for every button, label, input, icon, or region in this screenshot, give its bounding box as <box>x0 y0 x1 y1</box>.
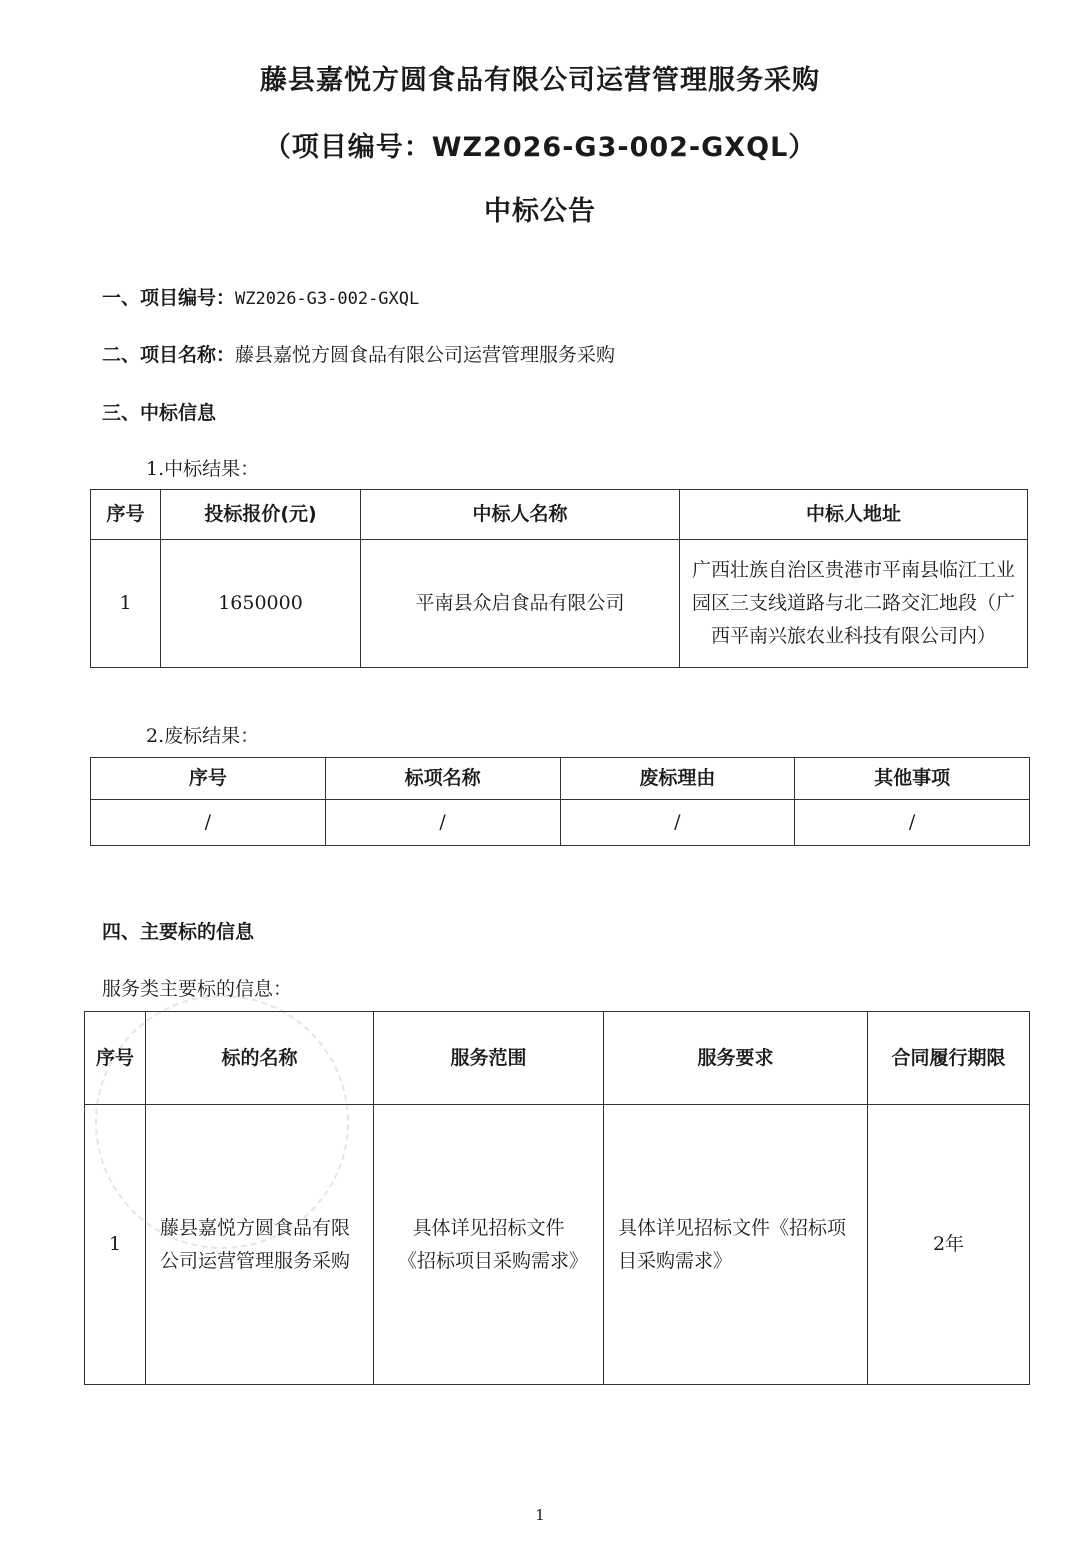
table-row <box>91 800 1030 846</box>
header-cell: 合同履行期限 <box>868 1012 1030 1105</box>
section-label: 一、项目编号： <box>102 287 236 309</box>
header-cell: 其他事项 <box>795 758 1030 800</box>
award-result-table <box>90 489 1028 668</box>
header-cell: 服务范围 <box>374 1012 604 1105</box>
section-value: WZ2026-G3-002-GXQL <box>235 289 420 309</box>
section-project-number <box>102 283 419 310</box>
table-cell: 广西壮族自治区贵港市平南县临江工业园区三支线道路与北二路交汇地段（广西平南兴旅农业科技有限公司内） <box>680 540 1028 668</box>
table-cell: / <box>325 800 560 846</box>
table-cell: 1 <box>91 540 161 668</box>
section-award-info <box>102 398 216 425</box>
header-cell: 序号 <box>91 490 161 540</box>
table-cell: 1 <box>85 1105 146 1385</box>
header-cell: 序号 <box>85 1012 146 1105</box>
table-row <box>91 540 1028 668</box>
main-subject-sub-label: 服务类主要标的信息： <box>102 978 293 1000</box>
section-value: 藤县嘉悦方圆食品有限公司运营管理服务采购 <box>235 344 616 366</box>
invalid-result-table <box>90 757 1030 846</box>
document-title: 藤县嘉悦方圆食品有限公司运营管理服务采购 <box>260 65 820 96</box>
award-result-label: 1.中标结果： <box>146 458 260 480</box>
table-row <box>85 1105 1030 1385</box>
table-cell: 藤县嘉悦方圆食品有限公司运营管理服务采购 <box>146 1105 374 1385</box>
page-number: 1 <box>535 1506 545 1524</box>
table-cell: / <box>560 800 795 846</box>
table-cell: / <box>795 800 1030 846</box>
header-cell: 标项名称 <box>325 758 560 800</box>
table-cell: / <box>91 800 326 846</box>
header-cell: 投标报价(元) <box>161 490 361 540</box>
table-cell: 具体详见招标文件《招标项目采购需求》 <box>604 1105 868 1385</box>
section-project-name <box>102 340 615 367</box>
header-cell: 废标理由 <box>560 758 795 800</box>
table-cell: 具体详见招标文件《招标项目采购需求》 <box>374 1105 604 1385</box>
table-cell: 平南县众启食品有限公司 <box>361 540 680 668</box>
table-cell: 1650000 <box>161 540 361 668</box>
section-label: 四、主要标的信息 <box>102 921 255 943</box>
section-main-subject <box>102 917 254 944</box>
section-label: 二、项目名称： <box>102 344 236 366</box>
header-cell: 序号 <box>91 758 326 800</box>
header-cell: 服务要求 <box>604 1012 868 1105</box>
header-cell: 标的名称 <box>146 1012 374 1105</box>
header-cell: 中标人地址 <box>680 490 1028 540</box>
notice-title: 中标公告 <box>484 196 596 227</box>
section-label: 三、中标信息 <box>102 402 217 424</box>
invalid-result-label: 2.废标结果： <box>146 725 260 747</box>
project-number-line: （项目编号：WZ2026-G3-002-GXQL） <box>263 132 817 163</box>
table-cell: 2年 <box>868 1105 1030 1385</box>
header-cell: 中标人名称 <box>361 490 680 540</box>
main-subject-table <box>84 1011 1030 1385</box>
